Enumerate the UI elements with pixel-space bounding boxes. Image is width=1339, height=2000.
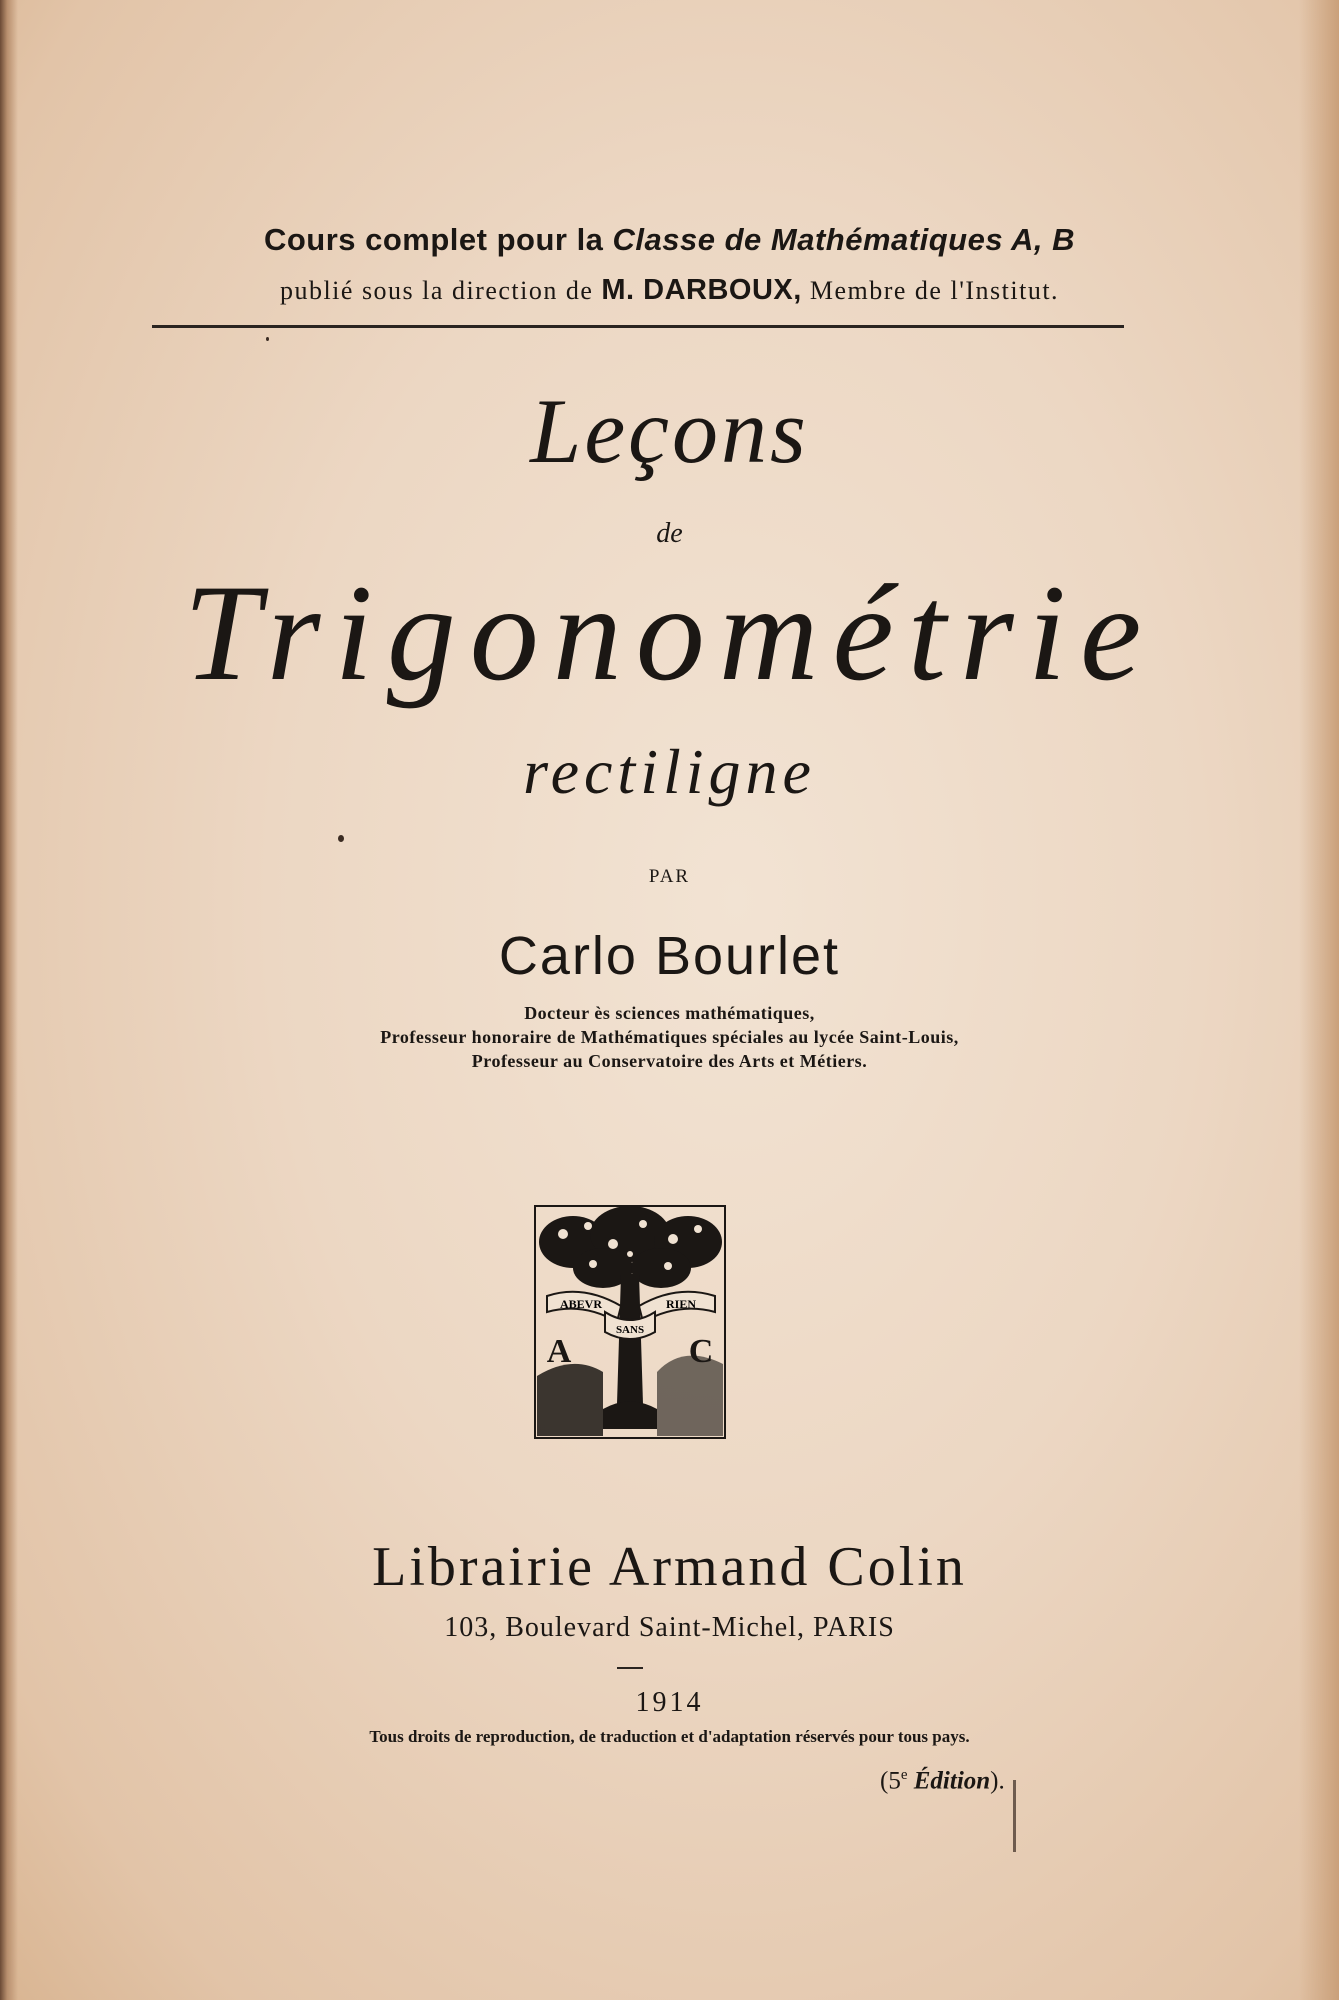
series-line-1 — [0, 222, 1339, 258]
series-director: M. DARBOUX, — [601, 274, 802, 306]
author-name: Carlo Bourlet — [498, 926, 841, 986]
series-prefix: Cours complet pour la — [263, 222, 613, 257]
series-class: Classe de Mathématiques A, B — [612, 222, 1076, 257]
header-rule — [152, 325, 1124, 328]
par-label: PAR — [648, 866, 691, 887]
mark-letter-a: A — [546, 1333, 572, 1370]
series-director-title: Membre de l'Institut. — [801, 276, 1060, 305]
edition-word: Édition — [907, 1767, 991, 1795]
author-credential: Professeur honoraire de Mathématiques spéciales au lycée Saint-Louis, — [380, 1027, 959, 1047]
publication-year: 1914 — [635, 1687, 704, 1718]
edition-sup: e — [900, 1767, 908, 1783]
mark-motto-mid: SANS — [615, 1324, 645, 1336]
mark-motto-right: RIEN — [665, 1297, 697, 1311]
year-dash — [617, 1667, 643, 1669]
author-credential: Professeur au Conservatoire des Arts et Métiers. — [471, 1051, 868, 1071]
series-line-2 — [0, 274, 1339, 307]
title-trigonometrie: Trigonométrie — [183, 556, 1156, 709]
title-rectiligne: rectiligne — [523, 736, 816, 807]
title-lecons: Leçons — [530, 380, 809, 482]
publisher-address: 103, Boulevard Saint-Michel, PARIS — [444, 1612, 895, 1643]
edition-close: ). — [990, 1767, 1005, 1795]
edition-note — [880, 1767, 1005, 1795]
printer-mark-tree-icon — [533, 1204, 727, 1440]
title-de: de — [656, 518, 683, 549]
paper-speck — [266, 337, 269, 341]
publisher-name: Librairie Armand Colin — [372, 1536, 967, 1598]
mark-letter-c: C — [688, 1333, 714, 1370]
author-credential: Docteur ès sciences mathématiques, — [524, 1003, 815, 1023]
rights-notice: Tous droits de reproduction, de traduction et d'adaptation réservés pour tous pays. — [369, 1727, 970, 1746]
series-direction-prefix: publié sous la direction de — [279, 276, 602, 305]
edition-open: (5 — [880, 1767, 901, 1795]
mark-motto-left: ABEVR — [559, 1297, 603, 1311]
paper-speck — [338, 835, 344, 842]
paper-crease — [1013, 1780, 1016, 1852]
